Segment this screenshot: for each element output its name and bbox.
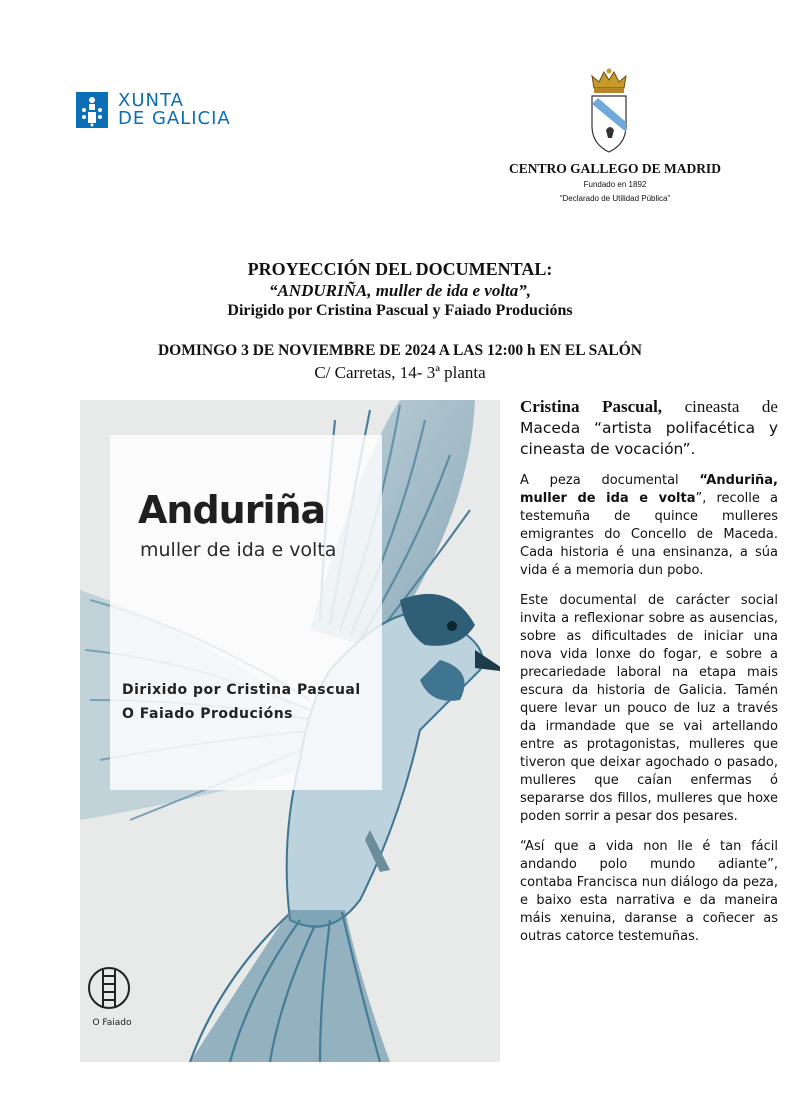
article-column xyxy=(520,396,778,958)
xunta-emblem-icon xyxy=(76,92,108,128)
faiado-logo-label: O Faiado xyxy=(92,1018,132,1028)
poster-subtitle: muller de ida e volta xyxy=(140,539,337,561)
p1-rest: ”, recolle a testemuña de quince mulleres emigrantes do Concello de Maceda. Cada historia é una ensinanza, a súa vida é a memoria dun pobo. xyxy=(520,491,778,578)
intro-text: Maceda “artista polifacética y cineasta de vocación”. xyxy=(520,419,778,458)
heading-proyeccion: PROYECCIÓN DEL DOCUMENTAL: xyxy=(247,259,553,279)
intro-rest: cineasta de xyxy=(662,397,778,416)
declarado-text: “Declarado de Utilidad Pública” xyxy=(559,194,671,203)
fundado-text: Fundado en 1892 xyxy=(583,180,647,189)
centro-name: CENTRO GALLEGO DE MADRID xyxy=(509,161,721,176)
poster-title: Anduriña xyxy=(138,488,326,532)
heading-director: Dirigido por Cristina Pascual y Faiado Producións xyxy=(227,302,573,319)
faiado-ladder-icon xyxy=(86,960,132,1060)
event-address: C/ Carretas, 14- 3ª planta xyxy=(314,363,486,382)
poster-producer: O Faiado Producións xyxy=(122,706,294,722)
xunta-line2: DE GALICIA xyxy=(118,108,231,129)
intro-paragraph xyxy=(520,396,778,460)
heading-title: “ANDURIÑA, muller de ida e volta”, xyxy=(268,281,532,300)
poster-director: Dirixido por Cristina Pascual xyxy=(122,682,361,698)
xunta-wordmark xyxy=(118,92,231,128)
paragraph-1 xyxy=(520,472,778,580)
paragraph-3: “Así que a vida non lle é tan fácil andando polo mundo adiante”, contaba Francisca nun diálogo da peza, e baixo esta narrativa e da maneira máis xenuina, daranse a coñecer as outras catorce testemuñas. xyxy=(520,839,778,944)
centro-gallego-crest-icon xyxy=(584,66,634,154)
intro-name: Cristina Pascual, xyxy=(520,397,663,416)
p1-title-bold: “Anduriña, muller de ida e volta xyxy=(520,473,778,506)
paragraph-2: Este documental de carácter social invita a reflexionar sobre as ausencias, sobre as dificultades de iniciar una nova vida lonxe do fogar, e sobre a precariedade laboral na etapa mais escura da historia de Galicia. Tamén quere levar un pouco de luz a través da irmandade que se vai artellando entre as protagonistas, mulleres que tiveron que deixar agochado o pasado, mulleres que caían enfermas ó separarse dos fillos, mulleres que hoxe poden sorrir a pesar dos pesares. xyxy=(520,593,778,824)
event-date: DOMINGO 3 DE NOVIEMBRE DE 2024 A LAS 12:00 h EN EL SALÓN xyxy=(157,342,643,359)
xunta-de-galicia-logo xyxy=(76,92,246,132)
xunta-line1: XUNTA xyxy=(118,90,184,111)
documentary-poster xyxy=(80,400,500,1062)
p1-start: A peza documental xyxy=(520,473,700,488)
